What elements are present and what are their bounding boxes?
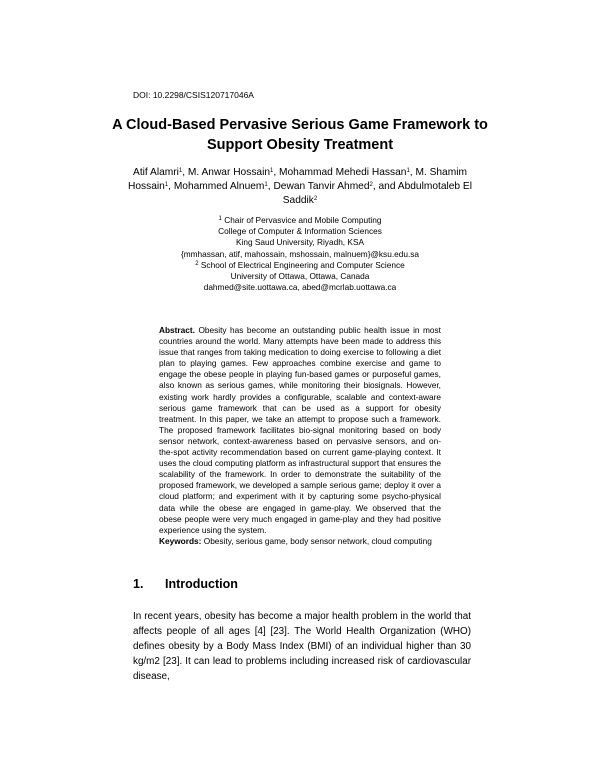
affiliation-line bbox=[140, 249, 460, 260]
affiliation-text: dahmed@site.uottawa.ca, abed@mcrlab.uottawa.ca bbox=[203, 282, 397, 293]
author-affiliation-mark: 1 bbox=[270, 168, 274, 174]
body-text: In recent years, obesity has become a major health problem in the world that affects people of all ages [4] [23]. The World Health Organization (WHO) defines obesity by a Body Mass Index (BMI) of an individual higher than 30 kg/m2 [23]. It can lead to problems including increased risk of cardiovascular disease, bbox=[133, 611, 471, 683]
affiliation-mark: 1 bbox=[218, 216, 222, 222]
author-separator: , bbox=[273, 167, 280, 178]
section-number: 1. bbox=[133, 577, 144, 591]
author-separator: , bbox=[409, 167, 416, 178]
affiliation-line bbox=[140, 215, 460, 226]
author-affiliation-mark: 2 bbox=[313, 196, 318, 202]
paper-title: A Cloud-Based Pervasive Serious Game Framework to Support Obesity Treatment bbox=[112, 117, 488, 153]
author-list bbox=[120, 166, 480, 208]
author-name: Abdulmotaleb El Saddik bbox=[282, 181, 472, 206]
author-name: Mohammed Alnuem bbox=[173, 181, 265, 192]
affiliation-line bbox=[140, 260, 460, 271]
affiliation-text: Chair of Pervasvice and Mobile Computing bbox=[221, 215, 382, 225]
abstract-label: Abstract. bbox=[159, 325, 195, 335]
affiliations bbox=[140, 215, 460, 293]
author-affiliation-mark: 1 bbox=[406, 168, 410, 174]
author-separator: , and bbox=[372, 181, 398, 192]
author-separator: , bbox=[182, 167, 188, 178]
author-affiliation-mark: 1 bbox=[178, 168, 183, 174]
affiliation-line bbox=[140, 282, 460, 293]
abstract bbox=[159, 325, 441, 536]
author-affiliation-mark: 2 bbox=[369, 182, 373, 188]
author-name: M. Shamim Hossain bbox=[127, 167, 467, 192]
author-name: Dewan Tanvir Ahmed bbox=[273, 181, 370, 192]
doi: DOI: 10.2298/CSIS120717046A bbox=[133, 90, 254, 100]
abstract-text: Obesity has become an outstanding public health issue in most countries around the world. Many attempts have been made to address this issue that ranges from taking medication to doing exercise to following a diet plan to playing games. Few approaches combine exercise and game to engage the obese people in playing fun-based games or purposeful games, also known as serious games, while monitoring their biosignals. However, existing work hardly provides a configurable, scalable and context-aware serious game framework that can be used as a support for obesity treatment. In this paper, we take an attempt to propose such a framework. The proposed framework facilitates bio-signal monitoring based on body sensor network, context-awareness based on pervasive sensors, and on-the-spot activity recommendation based on current game-playing context. It uses the cloud computing platform as infrastructural support that ensures the scalability of the framework. In order to demonstrate the suitability of the proposed framework, we developed a sample serious game; deploy it over a cloud platform; and experiment with it by capturing some psycho-physical data while the obese are engaged in game-play. We observed that the obese people were very much engaged in game-play and they had positive experience using the system. bbox=[159, 325, 441, 535]
keywords bbox=[159, 536, 441, 547]
affiliation-mark: 2 bbox=[195, 260, 199, 267]
affiliation-text: College of Computer & Information Sciences bbox=[218, 226, 382, 237]
author-separator: , bbox=[267, 181, 274, 192]
affiliation-text: University of Ottawa, Ottawa, Canada bbox=[230, 271, 370, 282]
affiliation-line bbox=[140, 226, 460, 237]
affiliation-line bbox=[140, 271, 460, 282]
affiliation-text: School of Electrical Engineering and Computer Science bbox=[198, 259, 405, 270]
author-affiliation-mark: 1 bbox=[164, 182, 169, 188]
author-affiliation-mark: 1 bbox=[264, 182, 268, 188]
affiliation-line bbox=[140, 237, 460, 248]
affiliation-text: King Saud University, Riyadh, KSA bbox=[235, 237, 365, 248]
author-name: Mohammad Mehedi Hassan bbox=[279, 167, 407, 178]
author-separator: , bbox=[168, 181, 174, 192]
keywords-text: Obesity, serious game, body sensor network, cloud computing bbox=[203, 536, 432, 546]
keywords-label: Keywords: bbox=[159, 536, 202, 546]
affiliation-text: {mmhassan, atif, mahossain, mshossain, malnuem}@ksu.edu.sa bbox=[180, 248, 420, 259]
author-name: Atif Alamri bbox=[133, 167, 179, 178]
author-name: M. Anwar Hossain bbox=[187, 167, 271, 178]
section-title: Introduction bbox=[165, 577, 238, 591]
section-heading bbox=[133, 577, 238, 591]
